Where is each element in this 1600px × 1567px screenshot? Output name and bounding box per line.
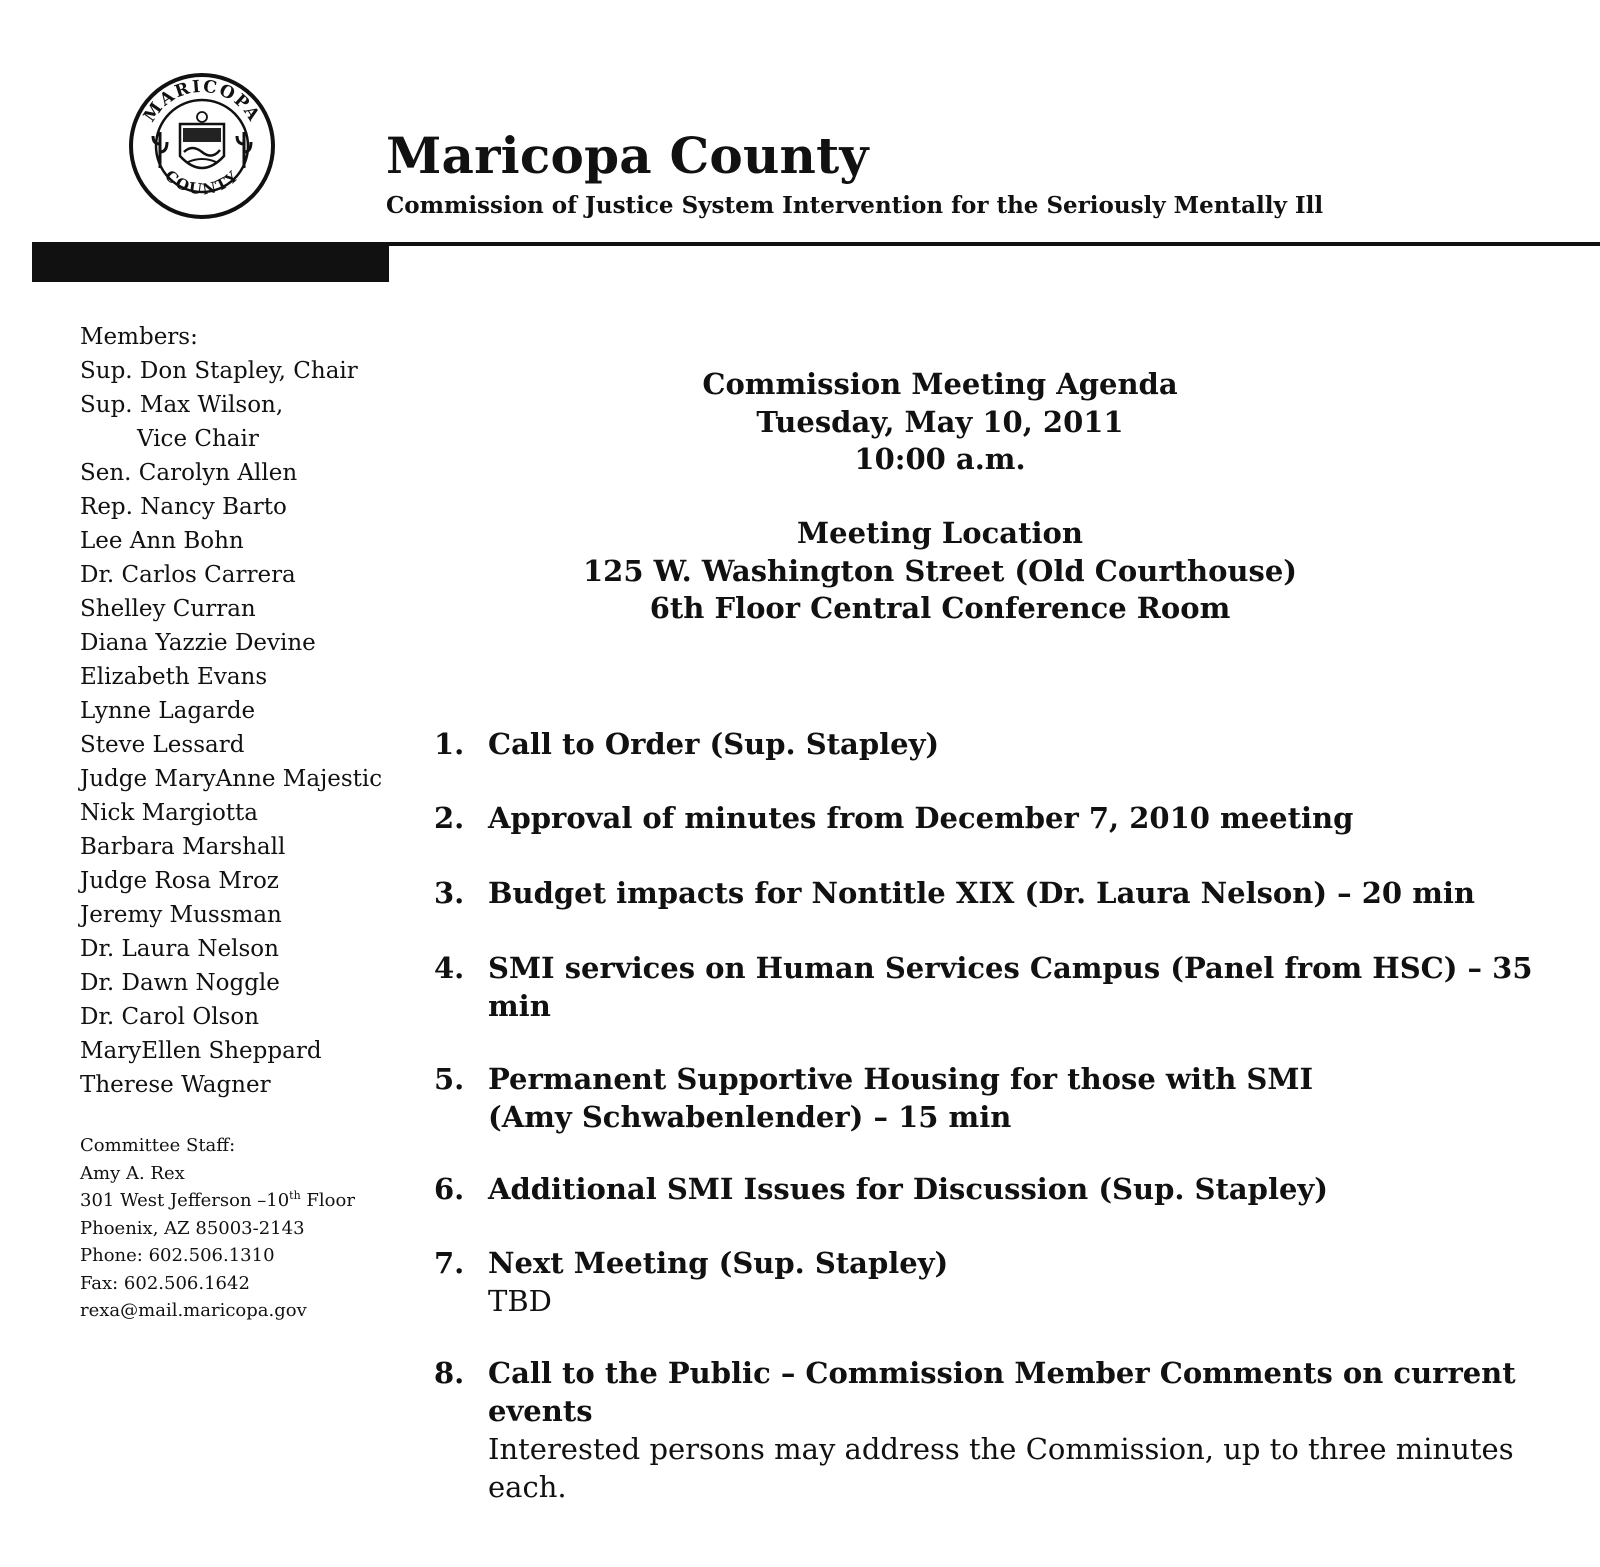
member-item: Judge MaryAnne Majestic (80, 766, 383, 792)
agenda-item (434, 799, 1564, 837)
agenda-item-title: Call to Order (Sup. Stapley) (488, 727, 940, 761)
member-item: Lynne Lagarde (80, 698, 256, 724)
agenda-item-number: 8. (434, 1356, 465, 1390)
seal-bottom-text: COUNTY (161, 166, 243, 199)
member-item: Rep. Nancy Barto (80, 494, 287, 520)
member-item: Judge Rosa Mroz (80, 868, 279, 894)
member-item: Dr. Dawn Noggle (80, 970, 280, 996)
member-item: Sup. Max Wilson, (80, 392, 284, 418)
member-item: Sen. Carolyn Allen (80, 460, 298, 486)
agenda-item-title: SMI services on Human Services Campus (Panel from HSC) – 35 min (488, 951, 1533, 1023)
agenda-item (434, 1244, 1564, 1320)
agenda-heading (560, 366, 1320, 479)
agenda-item-title: Additional SMI Issues for Discussion (Sup. Stapley) (488, 1172, 1328, 1206)
county-seal-logo (128, 72, 276, 220)
agenda-item-note: TBD (488, 1284, 552, 1318)
agenda-item (434, 725, 1564, 763)
staff-address-floor: Floor (300, 1190, 355, 1211)
location-address: 125 W. Washington Street (Old Courthouse) (583, 553, 1297, 588)
header-rule-block (32, 246, 389, 282)
member-item: Nick Margiotta (80, 800, 258, 826)
agenda-item (434, 1060, 1564, 1136)
staff-address (80, 1187, 410, 1215)
agenda-item-title: Call to the Public – Commission Member Comments on current events (488, 1356, 1516, 1428)
agenda-item-number: 6. (434, 1172, 465, 1206)
agenda-item-number: 1. (434, 727, 465, 761)
agenda-time: 10:00 a.m. (854, 442, 1026, 476)
agenda-title: Commission Meeting Agenda (702, 367, 1178, 401)
agenda-item-number: 2. (434, 801, 465, 835)
member-item: Elizabeth Evans (80, 664, 268, 690)
svg-text:COUNTY (161, 167, 243, 199)
meeting-location (560, 515, 1320, 628)
committee-staff-block (80, 1132, 410, 1325)
member-item: Steve Lessard (80, 732, 245, 758)
member-item: Therese Wagner (80, 1072, 271, 1098)
svg-text:MARICOPA (140, 77, 264, 126)
location-room: 6th Floor Central Conference Room (649, 591, 1231, 625)
member-item: Lee Ann Bohn (80, 528, 244, 554)
member-item: Diana Yazzie Devine (80, 630, 316, 656)
member-item: Jeremy Mussman (80, 902, 282, 928)
agenda-item (434, 1170, 1564, 1208)
agenda-item-title: Budget impacts for Nontitle XIX (Dr. Laura Nelson) – 20 min (488, 876, 1475, 910)
agenda-item (434, 874, 1564, 912)
member-item: Dr. Carol Olson (80, 1004, 260, 1030)
staff-name: Amy A. Rex (80, 1162, 185, 1184)
agenda-items-list (434, 725, 1564, 1506)
agenda-item-title: Next Meeting (Sup. Stapley) (488, 1246, 949, 1280)
member-item: Vice Chair (137, 426, 259, 452)
agenda-item-number: 7. (434, 1246, 465, 1280)
member-item: Shelley Curran (80, 596, 256, 622)
agenda-item-number: 4. (434, 951, 465, 985)
location-heading: Meeting Location (797, 516, 1083, 550)
agenda-item-note: Interested persons may address the Commission, up to three minutes each. (488, 1432, 1514, 1504)
staff-address-street: 301 West Jefferson –10 (80, 1190, 290, 1211)
member-item: MaryEllen Sheppard (80, 1038, 322, 1064)
staff-heading: Committee Staff: (80, 1135, 236, 1156)
agenda-item-number: 3. (434, 876, 465, 910)
staff-fax: Fax: 602.506.1642 (80, 1272, 250, 1294)
agenda-item-title: Approval of minutes from December 7, 2010 meeting (488, 801, 1354, 835)
members-sidebar (80, 320, 410, 1325)
agenda-date: Tuesday, May 10, 2011 (756, 404, 1124, 439)
member-item: Dr. Laura Nelson (80, 936, 279, 962)
agenda-item (434, 949, 1564, 1025)
organization-name: Maricopa County (386, 126, 869, 185)
staff-phone: Phone: 602.506.1310 (80, 1245, 275, 1266)
seal-top-text: MARICOPA (139, 76, 265, 127)
agenda-item-title: Permanent Supportive Housing for those with SMI (Amy Schwabenlender) – 15 min (488, 1062, 1314, 1134)
staff-address-ordinal: th (289, 1189, 301, 1202)
staff-email[interactable]: rexa@mail.maricopa.gov (80, 1300, 307, 1321)
staff-city: Phoenix, AZ 85003-2143 (80, 1217, 305, 1239)
member-item: Dr. Carlos Carrera (80, 562, 296, 588)
member-item: Sup. Don Stapley, Chair (80, 358, 358, 384)
organization-subtitle: Commission of Justice System Intervention for the Seriously Mentally Ill (386, 192, 1324, 219)
agenda-item (434, 1354, 1564, 1506)
member-item: Barbara Marshall (80, 834, 286, 860)
members-heading: Members: (80, 324, 198, 350)
agenda-item-number: 5. (434, 1062, 465, 1096)
